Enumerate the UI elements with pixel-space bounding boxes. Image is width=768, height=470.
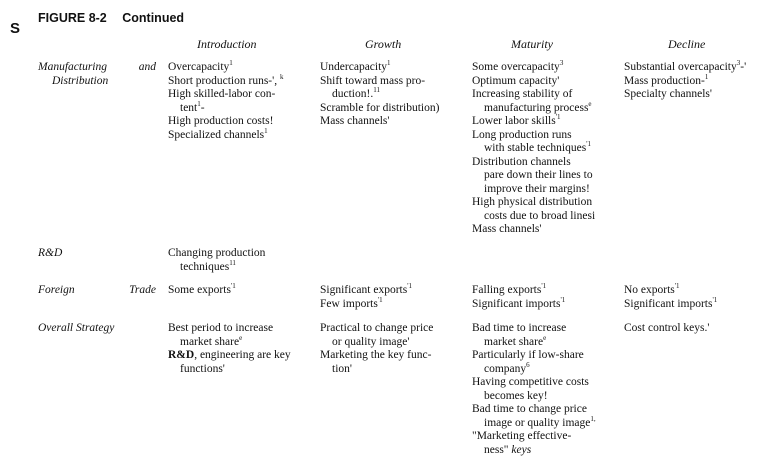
cell-line-text: "Marketing effective- — [472, 430, 572, 442]
footnote-marker: '1 — [555, 113, 561, 122]
cell-line-text: or quality image' — [332, 335, 410, 348]
cell-manufacturing-distribution-decline — [624, 61, 746, 102]
footnote-marker: 3 — [736, 59, 741, 68]
cell-line — [472, 376, 596, 390]
cell-line — [472, 183, 595, 197]
cell-line-text: Overcapacity — [168, 61, 230, 73]
stage-header-growth: Growth — [365, 37, 402, 51]
cell-line-text: ness" — [484, 443, 512, 456]
footnote-marker: '1 — [560, 295, 566, 304]
cell-line — [472, 169, 595, 183]
cell-line — [472, 223, 595, 237]
cell-line-text: tion' — [332, 362, 352, 375]
cell-line-text: company — [484, 362, 527, 375]
cell-line — [472, 360, 596, 377]
figure-title — [38, 12, 184, 26]
cell-line-text: Some overcapacity — [472, 61, 560, 73]
row-label-line: Overall Strategy — [38, 322, 115, 334]
cell-line-text: Scramble for distribution) — [320, 101, 440, 114]
cell-overall-strategy-decline — [624, 322, 709, 336]
cell-line — [472, 75, 595, 89]
cell-line-text: Bad time to change price — [472, 403, 587, 415]
cell-line — [472, 390, 596, 404]
cell-line-text: Mass production- — [624, 74, 705, 87]
cell-line — [472, 196, 595, 210]
cell-line-text: Significant exports — [320, 284, 408, 296]
cell-line-text: market share — [484, 335, 544, 348]
cell-line-text: Falling exports — [472, 284, 542, 296]
footnote-marker: 3 — [559, 59, 564, 68]
footnote-marker: e — [588, 99, 592, 108]
cell-line-suffix: , engineering are key — [194, 349, 291, 361]
cell-manufacturing-distribution-introduction — [168, 61, 283, 142]
cell-line-text: costs due to broad linesi — [484, 209, 596, 222]
footnote-marker: '1 — [230, 282, 236, 291]
cell-line — [624, 61, 746, 75]
cell-line — [472, 444, 596, 458]
cell-line — [472, 142, 595, 156]
cell-line-text: pare down their lines to — [484, 169, 593, 181]
footnote-marker: '1 — [712, 295, 718, 304]
row-label-line: R&D — [38, 247, 63, 259]
row-label-manufacturing-distribution — [38, 61, 156, 88]
cell-overall-strategy-maturity — [472, 322, 596, 457]
cell-line — [168, 247, 265, 261]
stage-header-maturity: Maturity — [511, 37, 553, 51]
cell-line-text: Increasing stability of — [472, 88, 573, 100]
row-label-line: Foreign Trade — [38, 284, 156, 296]
cell-line-text: Optimum capacity' — [472, 74, 560, 87]
cell-foreign-trade-maturity — [472, 284, 565, 311]
footnote-marker: '1 — [407, 282, 412, 291]
cell-line — [472, 210, 595, 224]
cell-line-text: functions' — [180, 362, 225, 375]
cell-line — [168, 258, 265, 275]
cell-line-text: Significant imports — [624, 297, 713, 310]
cell-line-text: techniques — [180, 260, 230, 273]
cell-line — [320, 284, 412, 298]
cell-line-text: High physical distribution — [472, 196, 593, 208]
cell-line — [168, 284, 236, 298]
cell-line-text: Bad time to increase — [472, 322, 567, 334]
cell-line — [320, 336, 433, 350]
cell-line-text: becomes key! — [484, 389, 548, 402]
cell-line-text: Having competitive costs — [472, 376, 589, 388]
cell-manufacturing-distribution-growth — [320, 61, 439, 129]
cell-line-text: Specialized channels — [168, 128, 265, 141]
stage-header-decline: Decline — [668, 37, 706, 51]
cell-line-text: duction!. — [332, 88, 374, 100]
cell-line-text: No exports — [624, 284, 675, 296]
cell-line-text: Mass channels' — [320, 115, 390, 127]
cell-line-text: improve their margins! — [484, 182, 590, 195]
footnote-marker: 1, — [590, 414, 596, 423]
footnote-marker: 1 — [704, 72, 709, 81]
cell-line — [168, 333, 291, 350]
cell-line-text: image or quality image — [484, 416, 591, 429]
cell-line-text: Long production runs — [472, 128, 572, 141]
cell-line — [472, 333, 596, 350]
cell-line — [168, 88, 283, 102]
footnote-marker: '1 — [674, 282, 680, 291]
cell-line — [472, 430, 596, 444]
cell-line — [168, 322, 291, 336]
cell-line — [320, 102, 439, 116]
footnote-marker: 1 — [264, 126, 268, 135]
row-label-line: Distribution — [52, 74, 109, 87]
cell-line — [472, 61, 595, 75]
cell-line-text: High production costs! — [168, 115, 274, 127]
cell-line — [168, 99, 283, 116]
cell-line-text: High skilled-labor con- — [168, 88, 276, 100]
cell-overall-strategy-introduction — [168, 322, 291, 376]
cell-line — [472, 88, 595, 102]
cell-line-text: Some exports — [168, 284, 231, 296]
footnote-marker: '1 — [586, 140, 591, 149]
cell-line — [472, 99, 595, 116]
cell-line-text: Significant imports — [472, 297, 561, 310]
cell-line-text: Cost control keys.' — [624, 322, 710, 334]
cell-overall-strategy-growth — [320, 322, 433, 376]
cell-line — [472, 349, 596, 363]
cell-line-text: Undercapacity — [320, 61, 388, 73]
cell-manufacturing-distribution-maturity — [472, 61, 595, 237]
footnote-marker: '1 — [541, 282, 547, 291]
cell-line-text: Specialty channels' — [624, 88, 712, 100]
cell-line — [168, 363, 291, 377]
cell-line — [320, 61, 439, 75]
cell-line — [472, 156, 595, 170]
cell-line-text: manufacturing process — [484, 101, 589, 114]
cell-line-text: Shift toward mass pro- — [320, 74, 426, 87]
row-label-rd — [38, 247, 156, 261]
footnote-marker: 11 — [229, 258, 236, 267]
cell-line-text: Practical to change price — [320, 322, 434, 334]
cell-line — [168, 72, 284, 89]
cell-line — [168, 349, 291, 363]
cell-line-text: tent — [180, 101, 198, 114]
cell-line — [624, 284, 717, 298]
cell-line — [624, 72, 746, 89]
cell-line-suffix: - — [200, 101, 205, 114]
cell-line-text: Changing production — [168, 247, 266, 259]
cell-line-text: Mass channels' — [472, 223, 542, 235]
cell-line — [624, 295, 718, 312]
cell-line-text: with stable techniques — [484, 142, 587, 154]
cell-line-text: Distribution channels — [472, 155, 571, 168]
cell-line-text: R&D — [168, 349, 195, 361]
cell-line — [320, 363, 433, 377]
cell-line-text: Best period to increase — [168, 322, 274, 334]
cell-line-text: Particularly if low-share — [472, 349, 584, 361]
cell-foreign-trade-decline — [624, 284, 717, 311]
cell-line-text: Few imports — [320, 297, 378, 310]
cell-line-italic: keys — [511, 443, 532, 456]
cell-line — [472, 322, 596, 336]
cell-line-text: Short production runs-', — [168, 74, 280, 87]
figure-status: Continued — [122, 11, 185, 25]
figure-label: FIGURE 8-2 — [38, 11, 107, 25]
cell-line — [320, 349, 433, 363]
cell-line — [472, 115, 595, 129]
cell-line — [624, 322, 709, 336]
footnote-marker: 1 — [197, 99, 201, 108]
cell-line-suffix: -' — [740, 61, 747, 73]
cell-line-text: Marketing the key func- — [320, 349, 432, 361]
footnote-marker: 6 — [526, 360, 530, 369]
cell-line — [472, 129, 595, 143]
footnote-marker: '1 — [377, 295, 383, 304]
cell-line-text: Lower labor skills — [472, 115, 556, 127]
cell-line — [168, 126, 283, 143]
row-label-foreign-trade — [38, 284, 156, 298]
cell-line — [472, 414, 596, 431]
cell-foreign-trade-introduction — [168, 284, 236, 298]
cell-rd-introduction — [168, 247, 265, 274]
cell-line — [472, 295, 566, 312]
footnote-marker: 11 — [373, 86, 380, 95]
stage-header-introduction: Introduction — [197, 37, 257, 51]
footnote-marker: k — [279, 72, 284, 81]
cell-line — [472, 284, 565, 298]
footnote-marker: e — [543, 333, 547, 342]
cell-line — [320, 322, 433, 336]
cell-line — [472, 403, 596, 417]
cell-line — [320, 88, 439, 102]
cell-line-text: market share — [180, 335, 240, 348]
cell-line — [624, 88, 746, 102]
footnote-marker: 1 — [387, 59, 391, 68]
row-label-overall-strategy — [38, 322, 156, 336]
cell-line — [168, 61, 283, 75]
footnote-marker: 1 — [229, 59, 233, 68]
cell-foreign-trade-growth — [320, 284, 412, 311]
row-label-line: Manufacturing and — [38, 61, 156, 73]
cell-line-text: Substantial overcapacity — [624, 61, 737, 73]
footnote-marker: e — [239, 333, 243, 342]
cell-line — [320, 115, 439, 129]
cell-line — [320, 295, 412, 312]
section-mark: S — [10, 20, 21, 37]
